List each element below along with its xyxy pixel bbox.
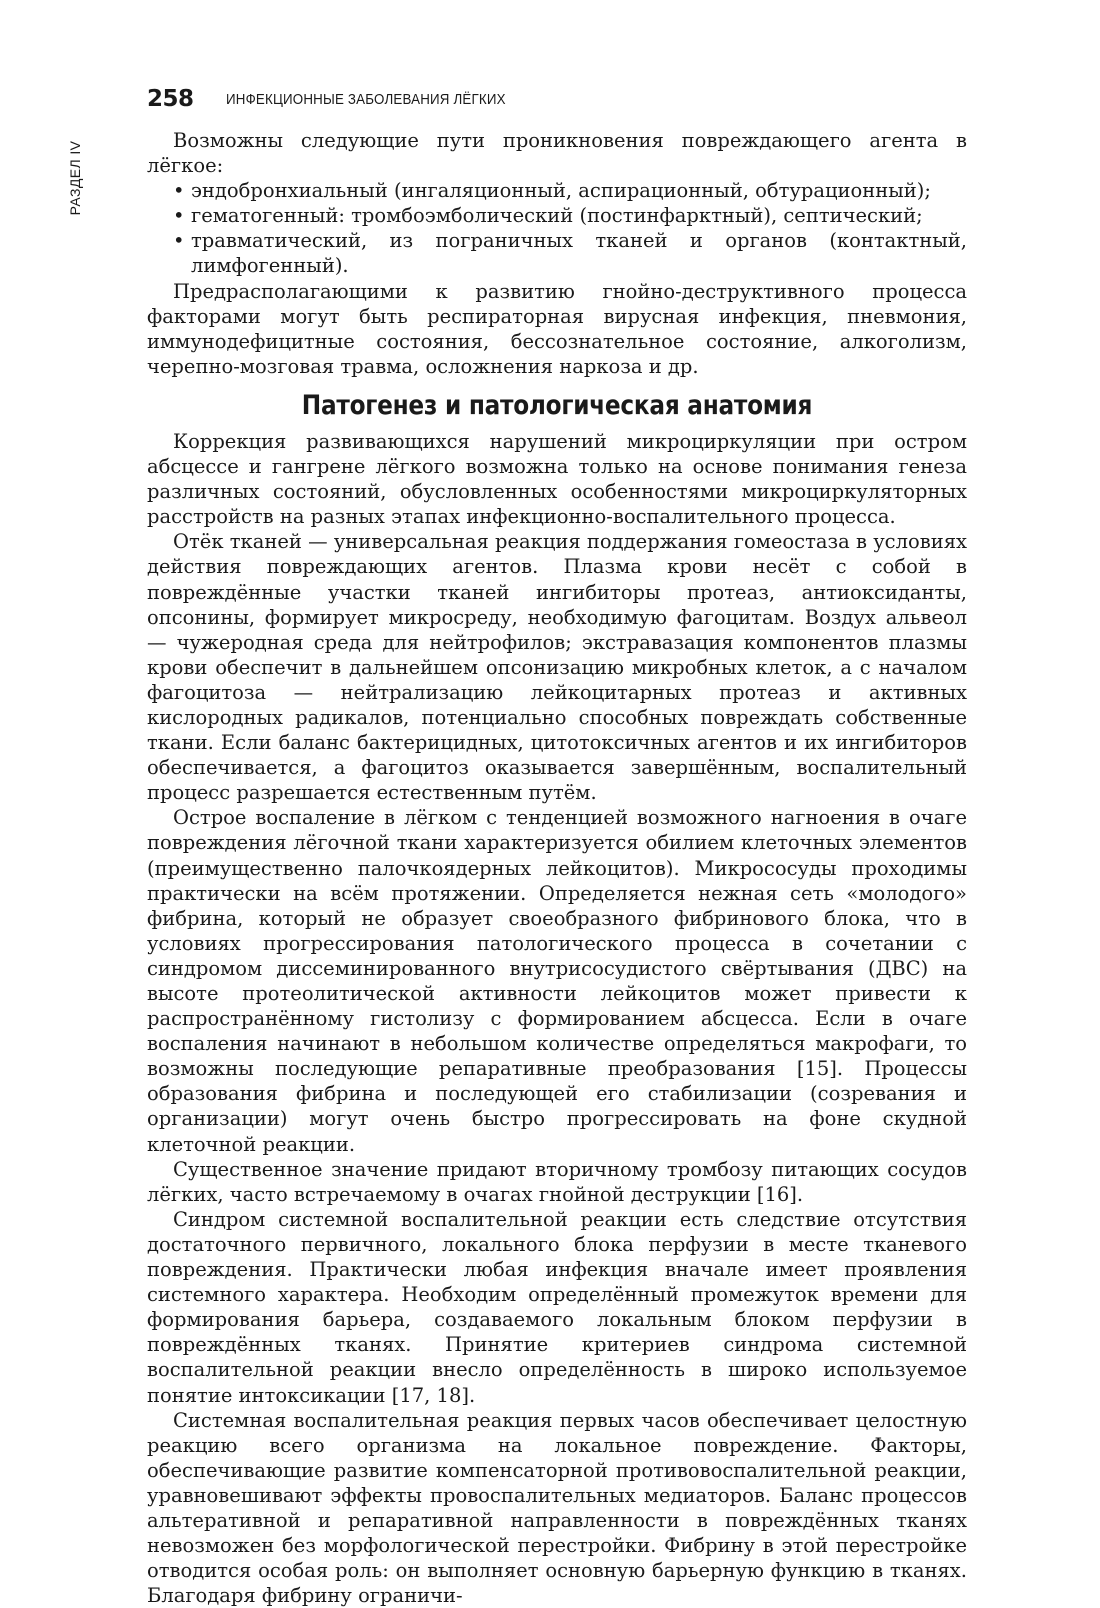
page-number: 258 — [147, 86, 194, 112]
body-paragraph: Острое воспаление в лёгком с тенденцией возможного нагноения в очаге повреждения лёгочной ткани характеризуется обилием клеточных элементов (преимущественно палочкоядерных лейкоцитов). Микрососуды проходимы практически на всём протяжении. Определяется нежная сеть «молодого» фибрина, который не образует своеобразного фибринового блока, что в условиях прогрессирования патологического процесса в сочетании с синдромом диссеминированного внутрисосудистого свёртывания (ДВС) на высоте протеолитической активности лейкоцитов может привести к распространённому гистолизу с формированием абсцесса. Если в очаге воспаления начинают в небольшом количестве определяться макрофаги, то возможны последующие репаративные преобразования [15]. Процессы образования фибрина и последующей его стабилизации (созревания и организации) могут очень быстро прогрессировать на фоне скудной клеточной реакции. — [147, 806, 967, 1156]
list-item: • эндобронхиальный (ингаляционный, аспирационный, обтурационный); — [173, 178, 967, 203]
section-side-label-text: РАЗДЕЛ IV — [67, 140, 83, 216]
section-side-label — [64, 132, 86, 224]
list-item: • гематогенный: тромбоэмболический (постинфарктный), септический; — [173, 203, 967, 228]
intro-paragraph: Возможны следующие пути проникновения повреждающего агента в лёгкое: — [147, 129, 967, 178]
running-head — [147, 86, 967, 114]
page-body — [147, 128, 967, 1608]
list-item: • травматический, из пограничных тканей и органов (контактный, лимфогенный). — [173, 228, 967, 278]
body-paragraph: Синдром системной воспалительной реакции есть следствие отсутствия достаточного первичного, локального блока перфузии в месте тканевого повреждения. Практически любая инфекция вначале имеет проявления системного характера. Необходим определённый промежуток времени для формирования барьера, создаваемого локальным блоком перфузии в повреждённых тканях. Принятие критериев синдрома системной воспалительной реакции внесло определённость в широко используемое понятие интоксикации [17, 18]. — [147, 1207, 967, 1407]
body-paragraph: Системная воспалительная реакция первых часов обеспечивает целостную реакцию всего организма на локальное повреждение. Факторы, обеспечивающие развитие компенсаторной противовоспалительной реакции, уравновешивают эффекты провоспалительных медиаторов. Баланс процессов альтеративной и репаративной направленности в повреждённых тканях невозможен без морфологической перестройки. Фибрину в этой перестройке отводится особая роль: он выполняет основную барьерную функцию в тканях. Благодаря фибрину ограничи- — [147, 1408, 967, 1608]
factors-paragraph: Предрасполагающими к развитию гнойно-деструктивного процесса факторами могут быть респираторная вирусная инфекция, пневмония, иммунодефицитные состояния, бессознательное состояние, алкоголизм, черепно-мозговая травма, осложнения наркоза и др. — [147, 279, 967, 378]
body-paragraph: Коррекция развивающихся нарушений микроциркуляции при остром абсцессе и гангрене лёгкого возможна только на основе понимания генеза различных состояний, обусловленных особенностями микроциркуляторных расстройств на разных этапах инфекционно-воспалительного процесса. — [147, 429, 967, 529]
running-title: ИНФЕКЦИОННЫЕ ЗАБОЛЕВАНИЯ ЛЁГКИХ — [226, 92, 506, 108]
entry-routes-list — [147, 178, 967, 278]
body-paragraph: Существенное значение придают вторичному тромбозу питающих сосудов лёгких, часто встречаемому в очагах гнойной деструкции [16]. — [147, 1157, 967, 1206]
section-heading: Патогенез и патологическая анатомия — [301, 389, 813, 421]
body-paragraph: Отёк тканей — универсальная реакция поддержания гомеостаза в условиях действия повреждающих агентов. Плазма крови несёт с собой в повреждённые участки тканей ингибиторы протеаз, антиоксиданты, опсонины, формирует микросреду, необходимую фагоцитам. Воздух альвеол — чужеродная среда для нейтрофилов; экстравазация компонентов плазмы крови обеспечит в дальнейшем опсонизацию микробных клеток, а с началом фагоцитоза — нейтрализацию лейкоцитарных протеаз и активных кислородных радикалов, потенциально способных повреждать собственные ткани. Если баланс бактерицидных, цитотоксичных агентов и их ингибиторов обеспечивается, а фагоцитоз оказывается завершённым, воспалительный процесс разрешается естественным путём. — [147, 530, 967, 805]
